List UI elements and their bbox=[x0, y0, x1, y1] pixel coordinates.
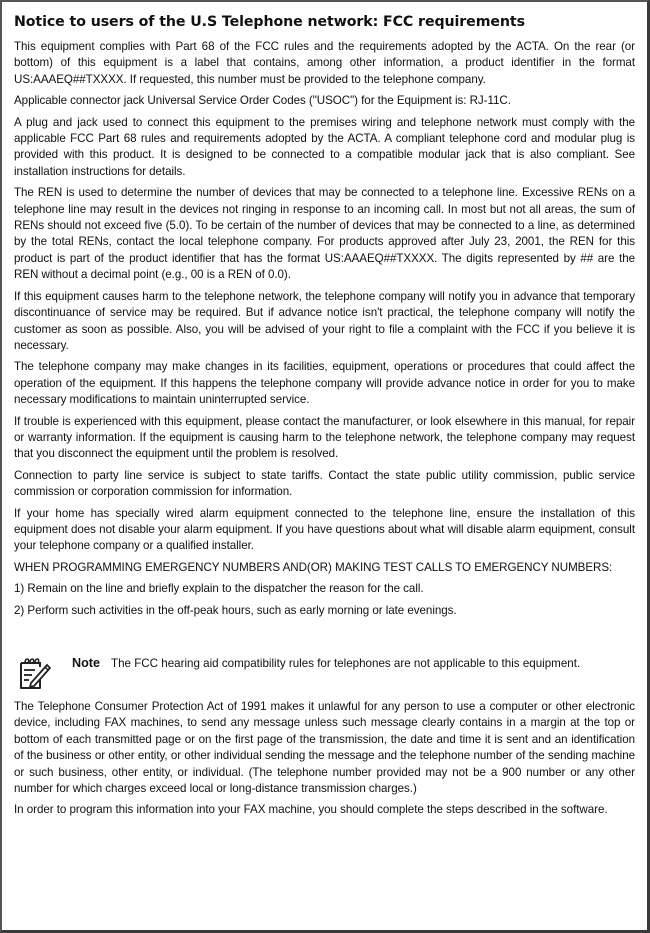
paragraph-plug-and-jack: A plug and jack used to connect this equipment to the premises wiring and telephone network must comply with the applicable FCC Part 68 rules and requirements adopted by the ACTA. A compliant telephone cord and modular plug is provided with this product. It is designed to be connected to a compatible modular jack that is also compliant. See installation instructions for details. bbox=[14, 115, 635, 178]
paragraph-emergency-heading: WHEN PROGRAMMING EMERGENCY NUMBERS AND(OR) MAKING TEST CALLS TO EMERGENCY NUMBERS: bbox=[14, 560, 613, 574]
paragraph-tcpa: The Telephone Consumer Protection Act of 1991 makes it unlawful for any person to use a computer or other electronic device, including FAX machines, to send any message unless such message clearly contains in a margin at the top or bottom of each transmitted page or on the first page of the transmission, the date and time it is sent and an identification of the business or other entity, or other individual sending the message and the telephone number of the sending machine or such business, other entity, or individual. (The telephone number provided may not be a 900 number or any other number for which charges exceed local or long-distance transmission charges.) bbox=[14, 700, 635, 796]
paragraph-fax-programming: In order to program this information into your FAX machine, you should complete the steps described in the software. bbox=[14, 803, 608, 817]
emergency-step-1: 1) Remain on the line and briefly explain to the dispatcher the reason for the call. bbox=[14, 582, 424, 596]
paragraph-network-harm: If this equipment causes harm to the telephone network, the telephone company will notify you in advance that temporary discontinuance of service may be required. But if advance notice isn't practical, the telephone company will notify the customer as soon as possible. Also, you will be advised of your right to file a complaint with the FCC if you believe it is necessary. bbox=[14, 289, 635, 352]
note-label: Note bbox=[72, 656, 100, 670]
paragraph-part68-label: This equipment complies with Part 68 of the FCC rules and the requirements adopted by the ACTA. On the rear (or bottom) of this equipment is a label that contains, among other information, a product identifier in the format US:AAAEQ##TXXXX. If requested, this number must be provided to the telephone company. bbox=[14, 40, 635, 86]
paragraph-company-changes: The telephone company may make changes in its facilities, equipment, operations or procedures that could affect the operation of the equipment. If this happens the telephone company will provide advance notice in order for you to make necessary modifications to maintain uninterrupted service. bbox=[14, 360, 635, 407]
note-pencil-icon bbox=[18, 657, 52, 691]
paragraph-party-line: Connection to party line service is subject to state tariffs. Contact the state public utility commission, public service commission or corporation commission for information. bbox=[14, 468, 635, 499]
paragraph-trouble: If trouble is experienced with this equipment, please contact the manufacturer, or look elsewhere in this manual, for repair or warranty information. If the equipment is causing harm to the telephone network, the telephone company may request that you disconnect the equipment until the problem is resolved. bbox=[14, 414, 635, 461]
emergency-step-2: 2) Perform such activities in the off-peak hours, such as early morning or late evenings. bbox=[14, 603, 457, 617]
page-title: Notice to users of the U.S Telephone network: FCC requirements bbox=[14, 14, 525, 30]
note-callout bbox=[14, 655, 635, 691]
note-body bbox=[72, 655, 635, 672]
paragraph-ren: The REN is used to determine the number of devices that may be connected to a telephone line. Excessive RENs on a telephone line may result in the devices not ringing in response to an incoming call. In most but not all areas, the sum of RENs should not exceed five (5.0). To be certain of the number of devices that may be connected to a line, as determined by the total RENs, contact the local telephone company. For products approved after July 23, 2001, the REN for this product is part of the product identifier that has the format US:AAAEQ##TXXXX. The digits represented by ## are the REN without a decimal point (e.g., 00 is a REN of 0.0). bbox=[14, 186, 635, 282]
paragraph-alarm-equipment: If your home has specially wired alarm equipment connected to the telephone line, ensure the installation of this equipment does not disable your alarm equipment. If you have questions about what will disable alarm equipment, consult your telephone company or a qualified installer. bbox=[14, 506, 635, 553]
paragraph-usoc: Applicable connector jack Universal Service Order Codes ("USOC") for the Equipment is: RJ-11C. bbox=[14, 94, 511, 108]
note-text: The FCC hearing aid compatibility rules for telephones are not applicable to this equipment. bbox=[111, 657, 581, 670]
